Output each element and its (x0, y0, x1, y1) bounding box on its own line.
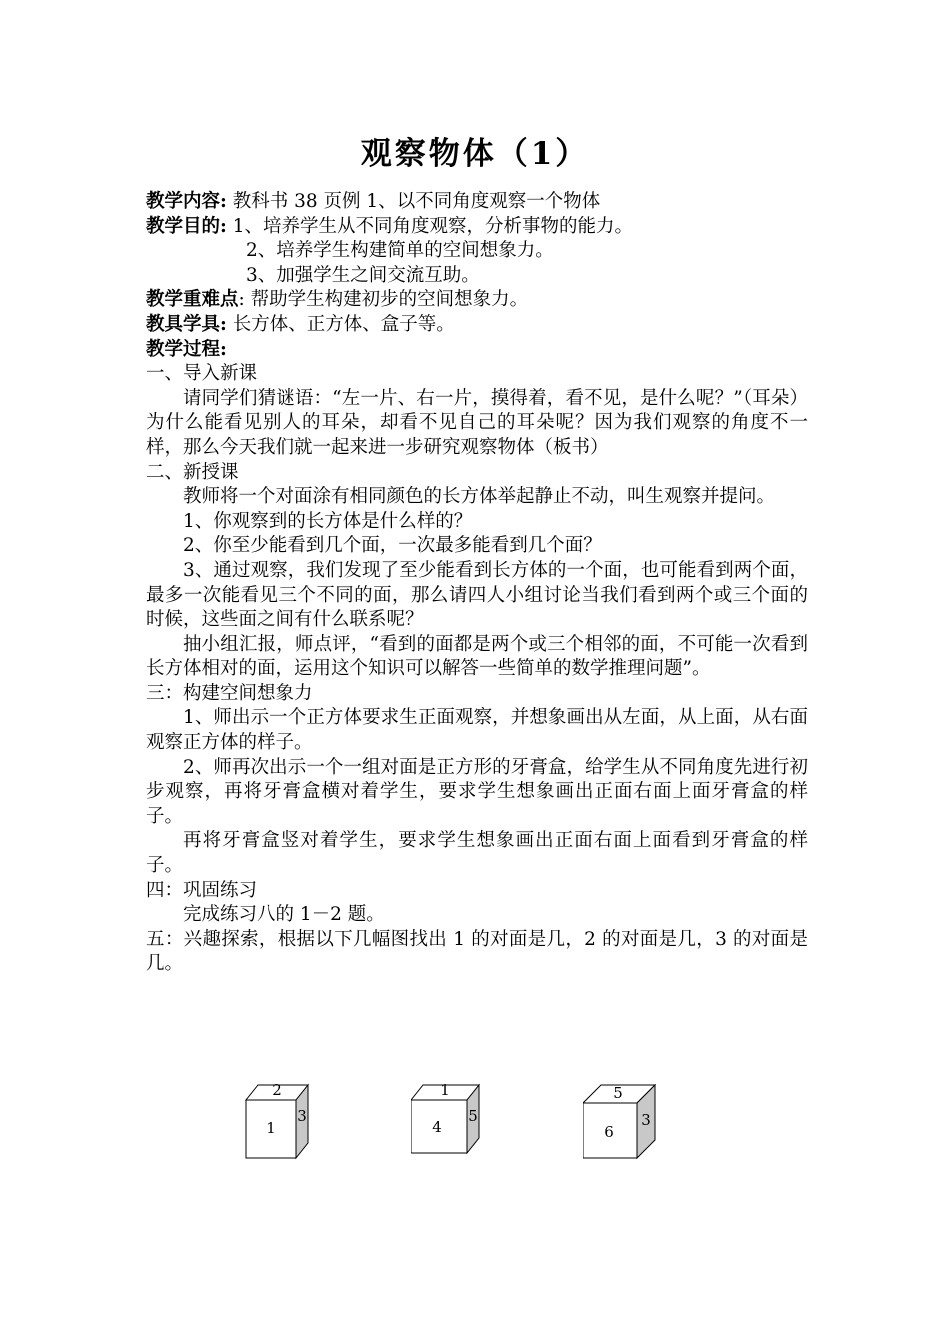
cube-figures (230, 1080, 690, 1170)
cube-figure-3 (583, 1080, 657, 1164)
section-3-paragraph-3: 再将牙膏盒竖对着学生，要求学生想象画出正面右面上面看到牙膏盒的样子。 (146, 830, 808, 877)
teaching-goal-3: 3、加强学生之间交流互助。 (246, 264, 480, 286)
section-3-heading: 三：构建空间想象力 (146, 682, 313, 704)
section-2-paragraph-2: 抽小组汇报，师点评，“看到的面都是两个或三个相邻的面，不可能一次看到长方体相对的面，运用这个知识可以解答一些简单的数学推理问题”。 (146, 633, 808, 680)
teaching-content-label: 教学内容: (146, 191, 227, 212)
cube-figure-1 (238, 1080, 312, 1164)
cube-2-front-number: 4 (432, 1118, 442, 1136)
cube-2-top-number: 1 (440, 1081, 450, 1099)
cube-figure-2 (411, 1080, 485, 1164)
teaching-goal-label: 教学目的: (146, 215, 227, 237)
process-label: 教学过程: (146, 338, 227, 360)
section-2-question-1: 1、你观察到的长方体是什么样的？ (183, 510, 473, 532)
key-points-line (146, 288, 808, 313)
section-3-paragraph-1: 1、师出示一个正方体要求生正面观察，并想象画出从左面，从上面，从右面观察正方体的样子。 (146, 707, 808, 754)
cube-3-side-number: 3 (641, 1111, 651, 1129)
key-points-label: 教学重难点 (146, 289, 239, 311)
tools-line (146, 313, 808, 338)
cube-1-side-number: 3 (297, 1107, 307, 1125)
cube-2-side-number: 5 (468, 1107, 478, 1125)
section-3-paragraph-2: 2、师再次出示一个一组对面是正方形的牙膏盒，给学生从不同角度先进行初步观察，再将牙膏盒横对着学生，要求学生想象画出正面右面上面牙膏盒的样子。 (146, 756, 808, 827)
section-2-heading: 二、新授课 (146, 461, 239, 483)
section-1-heading: 一、导入新课 (146, 363, 258, 385)
teaching-goal-line (146, 215, 808, 240)
section-1-paragraph: 请同学们猜谜语：“左一片、右一片，摸得着，看不见，是什么呢？”（耳朵）为什么能看见别人的耳朵，却看不见自己的耳朵呢？因为我们观察的角度不一样，那么今天我们就一起来进一步研究观察物体（板书） (146, 387, 808, 458)
key-points-text: : 帮助学生构建初步的空间想象力。 (238, 289, 529, 311)
cube-3-front-number: 6 (604, 1123, 614, 1141)
cube-1-top-number: 2 (272, 1081, 282, 1099)
page-title: 观察物体（1） (360, 136, 590, 172)
teaching-content-text: 教科书 38 页例 1、以不同角度观察一个物体 (232, 191, 601, 212)
teaching-goal-1: 1、培养学生从不同角度观察，分析事物的能力。 (232, 215, 634, 237)
teaching-goal-2: 2、培养学生构建简单的空间想象力。 (246, 240, 554, 262)
section-2-paragraph-1: 教师将一个对面涂有相同颜色的长方体举起静止不动，叫生观察并提问。 (183, 486, 776, 508)
cube-1-front-number: 1 (266, 1119, 276, 1137)
teaching-content-line (146, 190, 808, 215)
section-2-question-2: 2、你至少能看到几个面，一次最多能看到几个面？ (183, 535, 602, 557)
section-5-paragraph: 五：兴趣探索，根据以下几幅图找出 1 的对面是几，2 的对面是几，3 的对面是几。 (146, 928, 808, 975)
tools-label: 教具学具: (146, 313, 227, 335)
section-4-paragraph: 完成练习八的 1－2 题。 (183, 904, 385, 926)
tools-text: 长方体、正方体、盒子等。 (232, 313, 455, 335)
lesson-plan-body (146, 190, 808, 977)
cube-3-top-number: 5 (613, 1084, 623, 1102)
section-4-heading: 四：巩固练习 (146, 879, 258, 901)
section-2-question-3: 3、通过观察，我们发现了至少能看到长方体的一个面，也可能看到两个面，最多一次能看见三个不同的面，那么请四人小组讨论当我们看到两个或三个面的时候，这些面之间有什么联系呢？ (146, 559, 808, 631)
